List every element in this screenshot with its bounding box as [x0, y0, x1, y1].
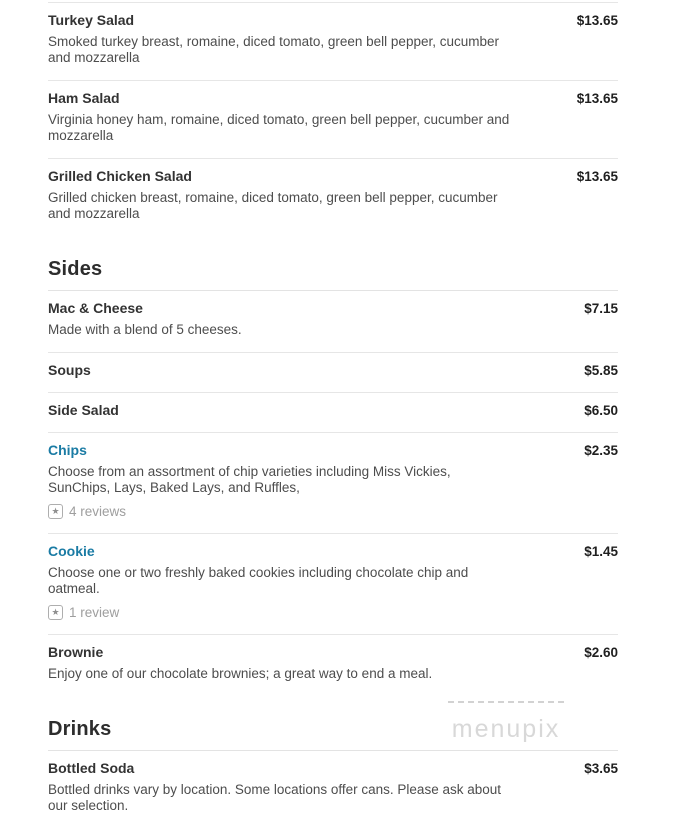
- menu-item: [48, 751, 618, 828]
- menu-item-name: Soups: [48, 362, 91, 378]
- item-description: Grilled chicken breast, romaine, diced tomato, green bell pepper, cucumber and mozzarella: [48, 190, 498, 221]
- menu-item-name: Brownie: [48, 644, 104, 660]
- item-name-price-row: [48, 12, 618, 28]
- menu-section: [48, 696, 618, 828]
- item-price: $2.60: [584, 645, 618, 660]
- menu-item: [48, 80, 618, 158]
- review-count: 1 review: [69, 605, 120, 620]
- item-name-price-row: [48, 442, 618, 458]
- item-price: $1.45: [584, 544, 618, 559]
- item-description: Made with a blend of 5 cheeses.: [48, 322, 242, 337]
- menu-item: [48, 533, 618, 634]
- item-description: Virginia honey ham, romaine, diced tomato, green bell pepper, cucumber and mozzarella: [48, 112, 510, 143]
- section-title: Drinks: [48, 718, 618, 751]
- star-icon: ★: [48, 605, 63, 620]
- item-price: $13.65: [576, 169, 618, 184]
- menu-item: [48, 3, 618, 80]
- section-title: Sides: [48, 258, 618, 291]
- item-description: Enjoy one of our chocolate brownies; a great way to end a meal.: [48, 666, 433, 681]
- menu-item-name: Mac & Cheese: [48, 300, 143, 316]
- menu-list: [48, 0, 618, 828]
- item-reviews-link[interactable]: [48, 605, 119, 620]
- item-price: $13.65: [576, 13, 618, 28]
- menu-item-name: Ham Salad: [48, 90, 120, 106]
- watermark-logo-text: menupix: [451, 715, 561, 743]
- item-name-price-row: [48, 90, 618, 106]
- item-description: Choose one or two freshly baked cookies including chocolate chip and oatmeal.: [48, 565, 469, 596]
- menu-item: [48, 432, 618, 533]
- item-price: $2.35: [584, 443, 618, 458]
- menu-item-name: Grilled Chicken Salad: [48, 168, 192, 184]
- star-icon: ★: [48, 504, 63, 519]
- item-price: $7.15: [584, 301, 618, 316]
- item-name-price-row: [48, 760, 618, 776]
- menu-section: [48, 2, 618, 236]
- menu-item-name-link[interactable]: Cookie: [48, 543, 95, 559]
- item-reviews-link[interactable]: [48, 504, 126, 519]
- menu-item: [48, 634, 618, 696]
- item-description: Choose from an assortment of chip varieties including Miss Vickies, SunChips, Lays, Baked Lays, and Ruffles,: [48, 464, 451, 495]
- menu-item: [48, 392, 618, 432]
- item-price: $13.65: [576, 91, 618, 106]
- menu-section: [48, 236, 618, 696]
- menu-item-name: Side Salad: [48, 402, 119, 418]
- menu-item-name: Turkey Salad: [48, 12, 135, 28]
- menu-item-name-link[interactable]: Chips: [48, 442, 87, 458]
- item-name-price-row: [48, 644, 618, 660]
- item-name-price-row: [48, 402, 618, 418]
- item-description: Smoked turkey breast, romaine, diced tomato, green bell pepper, cucumber and mozzarella: [48, 34, 499, 65]
- item-price: $6.50: [584, 403, 618, 418]
- review-count: 4 reviews: [69, 504, 127, 519]
- item-price: $3.65: [584, 761, 618, 776]
- item-name-price-row: [48, 543, 618, 559]
- item-description: Bottled drinks vary by location. Some locations offer cans. Please ask about our selection.: [48, 782, 501, 813]
- item-name-price-row: [48, 168, 618, 184]
- item-name-price-row: [48, 362, 618, 378]
- item-price: $5.85: [584, 363, 618, 378]
- menu-item: [48, 352, 618, 392]
- watermark-dashed-line: [448, 701, 564, 703]
- menu-item: [48, 158, 618, 236]
- menu-item-name: Bottled Soda: [48, 760, 135, 776]
- menu-item: [48, 291, 618, 352]
- item-name-price-row: [48, 300, 618, 316]
